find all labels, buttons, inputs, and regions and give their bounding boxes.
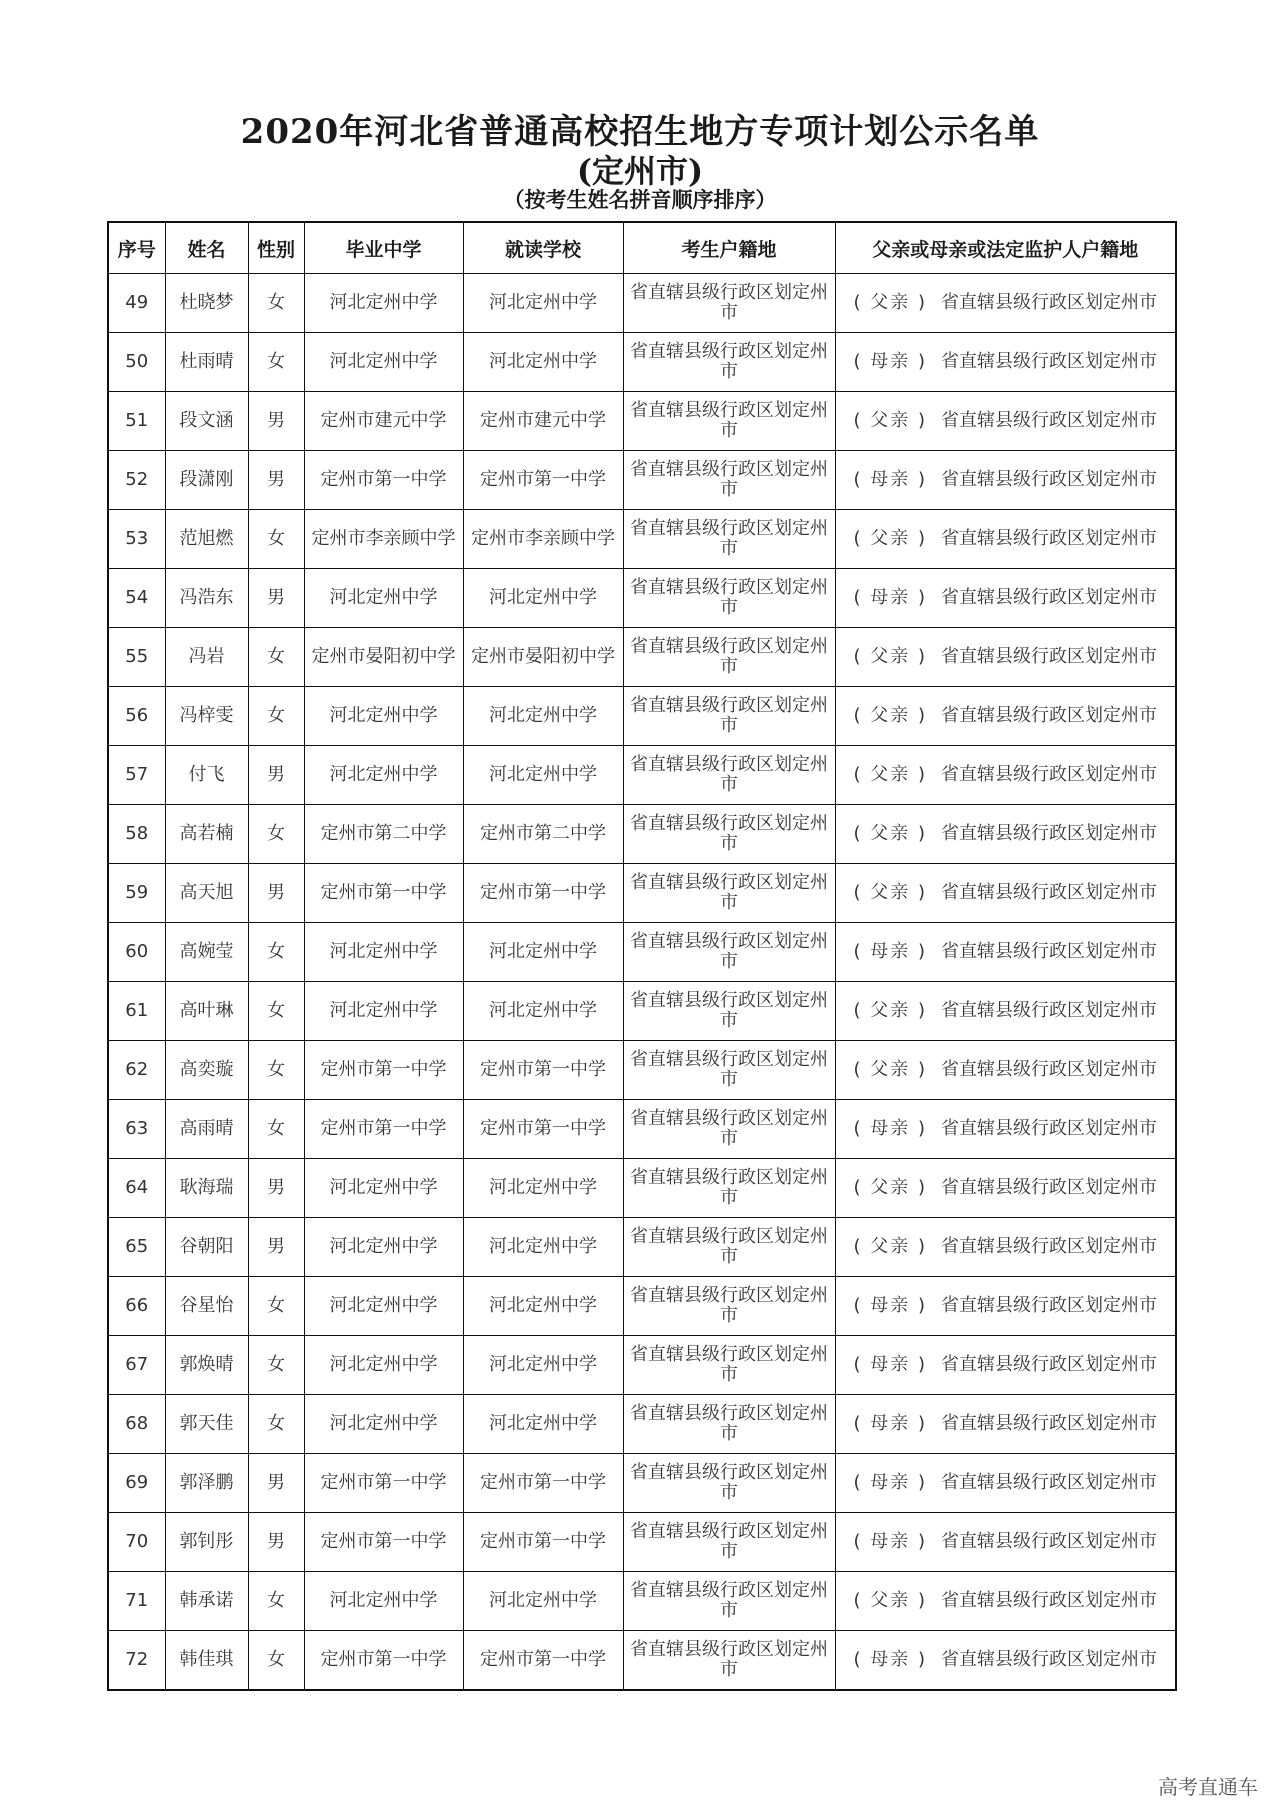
cell-name: 高雨晴: [165, 1100, 248, 1159]
cell-guardian-hukou: [835, 1513, 1176, 1572]
guardian-hukou-text: 省直辖县级行政区划定州市: [941, 351, 1157, 372]
cell-hukou: 省直辖县级行政区划定州市: [623, 805, 835, 864]
cell-gender: 男: [248, 451, 304, 510]
guardian-relation: ( 母亲 ): [853, 1413, 927, 1434]
cell-gender: 女: [248, 333, 304, 392]
cell-hukou: 省直辖县级行政区划定州市: [623, 1277, 835, 1336]
cell-current-school: 河北定州中学: [463, 274, 623, 333]
cell-hukou: 省直辖县级行政区划定州市: [623, 510, 835, 569]
cell-gender: 男: [248, 1159, 304, 1218]
cell-gender: 女: [248, 1277, 304, 1336]
cell-grad-school: 定州市建元中学: [304, 392, 463, 451]
cell-current-school: 定州市第一中学: [463, 1041, 623, 1100]
table-row: [108, 451, 1176, 510]
table-row: [108, 1159, 1176, 1218]
cell-gender: 女: [248, 1395, 304, 1454]
table-row: [108, 1041, 1176, 1100]
cell-no: 57: [108, 746, 165, 805]
cell-no: 72: [108, 1631, 165, 1691]
table-row: [108, 1218, 1176, 1277]
cell-hukou: 省直辖县级行政区划定州市: [623, 1159, 835, 1218]
cell-grad-school: 河北定州中学: [304, 1336, 463, 1395]
cell-no: 65: [108, 1218, 165, 1277]
cell-gender: 男: [248, 1218, 304, 1277]
cell-grad-school: 河北定州中学: [304, 1277, 463, 1336]
cell-hukou: 省直辖县级行政区划定州市: [623, 333, 835, 392]
column-header-no: 序号: [108, 222, 165, 274]
cell-hukou: 省直辖县级行政区划定州市: [623, 1513, 835, 1572]
guardian-relation: ( 父亲 ): [853, 705, 927, 726]
guardian-hukou-text: 省直辖县级行政区划定州市: [941, 1649, 1157, 1670]
cell-hukou: 省直辖县级行政区划定州市: [623, 1631, 835, 1691]
table-row: [108, 982, 1176, 1041]
table-row: [108, 1572, 1176, 1631]
cell-name: 郭泽鹏: [165, 1454, 248, 1513]
cell-current-school: 定州市李亲顾中学: [463, 510, 623, 569]
document-title: 2020年河北省普通高校招生地方专项计划公示名单: [240, 112, 1040, 152]
cell-grad-school: 河北定州中学: [304, 687, 463, 746]
cell-current-school: 定州市第一中学: [463, 864, 623, 923]
cell-grad-school: 河北定州中学: [304, 1159, 463, 1218]
cell-grad-school: 河北定州中学: [304, 923, 463, 982]
guardian-hukou-text: 省直辖县级行政区划定州市: [941, 882, 1157, 903]
guardian-relation: ( 父亲 ): [853, 528, 927, 549]
cell-current-school: 河北定州中学: [463, 1395, 623, 1454]
cell-hukou: 省直辖县级行政区划定州市: [623, 628, 835, 687]
cell-no: 51: [108, 392, 165, 451]
guardian-relation: ( 父亲 ): [853, 410, 927, 431]
guardian-relation: ( 母亲 ): [853, 351, 927, 372]
cell-guardian-hukou: [835, 1277, 1176, 1336]
cell-current-school: 定州市第一中学: [463, 1631, 623, 1691]
cell-current-school: 定州市第二中学: [463, 805, 623, 864]
cell-no: 60: [108, 923, 165, 982]
cell-no: 54: [108, 569, 165, 628]
cell-name: 付飞: [165, 746, 248, 805]
table-row: [108, 746, 1176, 805]
cell-hukou: 省直辖县级行政区划定州市: [623, 1218, 835, 1277]
cell-current-school: 河北定州中学: [463, 746, 623, 805]
guardian-relation: ( 父亲 ): [853, 823, 927, 844]
guardian-relation: ( 父亲 ): [853, 1590, 927, 1611]
guardian-relation: ( 母亲 ): [853, 1354, 927, 1375]
cell-name: 冯梓雯: [165, 687, 248, 746]
guardian-hukou-text: 省直辖县级行政区划定州市: [941, 764, 1157, 785]
cell-guardian-hukou: [835, 1100, 1176, 1159]
cell-name: 郭焕晴: [165, 1336, 248, 1395]
cell-name: 高若楠: [165, 805, 248, 864]
cell-hukou: 省直辖县级行政区划定州市: [623, 1336, 835, 1395]
cell-no: 58: [108, 805, 165, 864]
table-row: [108, 1100, 1176, 1159]
guardian-hukou-text: 省直辖县级行政区划定州市: [941, 646, 1157, 667]
cell-guardian-hukou: [835, 1041, 1176, 1100]
table-row: [108, 1336, 1176, 1395]
cell-current-school: 定州市第一中学: [463, 1100, 623, 1159]
cell-gender: 男: [248, 1513, 304, 1572]
table-row: [108, 1395, 1176, 1454]
guardian-relation: ( 母亲 ): [853, 587, 927, 608]
cell-grad-school: 定州市第一中学: [304, 1631, 463, 1691]
cell-hukou: 省直辖县级行政区划定州市: [623, 923, 835, 982]
cell-current-school: 河北定州中学: [463, 923, 623, 982]
guardian-hukou-text: 省直辖县级行政区划定州市: [941, 469, 1157, 490]
cell-hukou: 省直辖县级行政区划定州市: [623, 982, 835, 1041]
cell-grad-school: 河北定州中学: [304, 746, 463, 805]
guardian-relation: ( 父亲 ): [853, 646, 927, 667]
cell-name: 段潇刚: [165, 451, 248, 510]
cell-gender: 女: [248, 805, 304, 864]
guardian-relation: ( 父亲 ): [853, 292, 927, 313]
table-row: [108, 569, 1176, 628]
cell-grad-school: 定州市第一中学: [304, 1513, 463, 1572]
cell-guardian-hukou: [835, 392, 1176, 451]
cell-hukou: 省直辖县级行政区划定州市: [623, 1395, 835, 1454]
cell-current-school: 河北定州中学: [463, 1218, 623, 1277]
cell-name: 韩佳琪: [165, 1631, 248, 1691]
guardian-hukou-text: 省直辖县级行政区划定州市: [941, 1590, 1157, 1611]
cell-hukou: 省直辖县级行政区划定州市: [623, 746, 835, 805]
cell-gender: 男: [248, 392, 304, 451]
cell-guardian-hukou: [835, 1572, 1176, 1631]
guardian-hukou-text: 省直辖县级行政区划定州市: [941, 292, 1157, 313]
cell-gender: 女: [248, 628, 304, 687]
cell-gender: 女: [248, 1100, 304, 1159]
cell-grad-school: 河北定州中学: [304, 569, 463, 628]
column-header-gender: 性别: [248, 222, 304, 274]
cell-name: 高天旭: [165, 864, 248, 923]
guardian-hukou-text: 省直辖县级行政区划定州市: [941, 1059, 1157, 1080]
cell-no: 71: [108, 1572, 165, 1631]
cell-current-school: 河北定州中学: [463, 982, 623, 1041]
guardian-hukou-text: 省直辖县级行政区划定州市: [941, 1531, 1157, 1552]
table-row: [108, 805, 1176, 864]
cell-hukou: 省直辖县级行政区划定州市: [623, 392, 835, 451]
cell-hukou: 省直辖县级行政区划定州市: [623, 687, 835, 746]
cell-guardian-hukou: [835, 982, 1176, 1041]
cell-no: 61: [108, 982, 165, 1041]
cell-gender: 男: [248, 569, 304, 628]
table-row: [108, 510, 1176, 569]
column-header-hukou: 考生户籍地: [623, 222, 835, 274]
table-row: [108, 333, 1176, 392]
cell-gender: 女: [248, 1572, 304, 1631]
table-row: [108, 1277, 1176, 1336]
guardian-hukou-text: 省直辖县级行政区划定州市: [941, 410, 1157, 431]
cell-grad-school: 河北定州中学: [304, 982, 463, 1041]
guardian-hukou-text: 省直辖县级行政区划定州市: [941, 1472, 1157, 1493]
cell-name: 郭钊彤: [165, 1513, 248, 1572]
guardian-hukou-text: 省直辖县级行政区划定州市: [941, 1000, 1157, 1021]
guardian-relation: ( 母亲 ): [853, 1649, 927, 1670]
cell-grad-school: 定州市第一中学: [304, 1041, 463, 1100]
admission-roster-table: [107, 221, 1177, 1691]
cell-guardian-hukou: [835, 1336, 1176, 1395]
table-header-row: [108, 222, 1176, 274]
cell-hukou: 省直辖县级行政区划定州市: [623, 1572, 835, 1631]
guardian-relation: ( 父亲 ): [853, 764, 927, 785]
cell-guardian-hukou: [835, 1218, 1176, 1277]
cell-current-school: 河北定州中学: [463, 1159, 623, 1218]
cell-current-school: 河北定州中学: [463, 333, 623, 392]
cell-gender: 女: [248, 1631, 304, 1691]
cell-no: 66: [108, 1277, 165, 1336]
guardian-relation: ( 母亲 ): [853, 1472, 927, 1493]
cell-current-school: 河北定州中学: [463, 1277, 623, 1336]
cell-current-school: 河北定州中学: [463, 1336, 623, 1395]
cell-guardian-hukou: [835, 1395, 1176, 1454]
guardian-hukou-text: 省直辖县级行政区划定州市: [941, 823, 1157, 844]
guardian-hukou-text: 省直辖县级行政区划定州市: [941, 1354, 1157, 1375]
document-subtitle: (定州市): [576, 152, 704, 190]
cell-guardian-hukou: [835, 333, 1176, 392]
cell-grad-school: 河北定州中学: [304, 274, 463, 333]
cell-no: 64: [108, 1159, 165, 1218]
cell-gender: 女: [248, 1041, 304, 1100]
cell-no: 59: [108, 864, 165, 923]
guardian-hukou-text: 省直辖县级行政区划定州市: [941, 941, 1157, 962]
cell-no: 62: [108, 1041, 165, 1100]
table-row: [108, 1513, 1176, 1572]
cell-hukou: 省直辖县级行政区划定州市: [623, 274, 835, 333]
cell-grad-school: 定州市第一中学: [304, 1454, 463, 1513]
cell-gender: 女: [248, 982, 304, 1041]
cell-guardian-hukou: [835, 746, 1176, 805]
cell-guardian-hukou: [835, 805, 1176, 864]
cell-hukou: 省直辖县级行政区划定州市: [623, 864, 835, 923]
cell-guardian-hukou: [835, 864, 1176, 923]
cell-gender: 女: [248, 274, 304, 333]
cell-no: 69: [108, 1454, 165, 1513]
cell-hukou: 省直辖县级行政区划定州市: [623, 1041, 835, 1100]
guardian-relation: ( 父亲 ): [853, 1177, 927, 1198]
guardian-hukou-text: 省直辖县级行政区划定州市: [941, 1118, 1157, 1139]
table-row: [108, 628, 1176, 687]
cell-no: 68: [108, 1395, 165, 1454]
cell-grad-school: 河北定州中学: [304, 333, 463, 392]
cell-grad-school: 河北定州中学: [304, 1572, 463, 1631]
guardian-hukou-text: 省直辖县级行政区划定州市: [941, 1295, 1157, 1316]
guardian-hukou-text: 省直辖县级行政区划定州市: [941, 1413, 1157, 1434]
cell-name: 高婉莹: [165, 923, 248, 982]
guardian-relation: ( 母亲 ): [853, 1531, 927, 1552]
guardian-relation: ( 父亲 ): [853, 1236, 927, 1257]
cell-current-school: 河北定州中学: [463, 687, 623, 746]
cell-no: 56: [108, 687, 165, 746]
guardian-hukou-text: 省直辖县级行政区划定州市: [941, 1236, 1157, 1257]
guardian-relation: ( 父亲 ): [853, 1059, 927, 1080]
cell-gender: 女: [248, 1336, 304, 1395]
guardian-hukou-text: 省直辖县级行政区划定州市: [941, 528, 1157, 549]
column-header-grad-school: 毕业中学: [304, 222, 463, 274]
cell-gender: 女: [248, 510, 304, 569]
cell-grad-school: 定州市李亲顾中学: [304, 510, 463, 569]
cell-guardian-hukou: [835, 1454, 1176, 1513]
cell-grad-school: 定州市晏阳初中学: [304, 628, 463, 687]
cell-current-school: 定州市建元中学: [463, 392, 623, 451]
cell-current-school: 河北定州中学: [463, 1572, 623, 1631]
column-header-name: 姓名: [165, 222, 248, 274]
cell-no: 67: [108, 1336, 165, 1395]
sort-note: （按考生姓名拼音顺序排序）: [503, 187, 777, 212]
cell-gender: 女: [248, 923, 304, 982]
cell-grad-school: 定州市第二中学: [304, 805, 463, 864]
cell-guardian-hukou: [835, 451, 1176, 510]
cell-guardian-hukou: [835, 687, 1176, 746]
guardian-relation: ( 母亲 ): [853, 469, 927, 490]
guardian-relation: ( 母亲 ): [853, 1295, 927, 1316]
cell-name: 冯岩: [165, 628, 248, 687]
cell-gender: 男: [248, 746, 304, 805]
cell-name: 韩承诺: [165, 1572, 248, 1631]
guardian-hukou-text: 省直辖县级行政区划定州市: [941, 1177, 1157, 1198]
table-body: [108, 274, 1176, 1691]
cell-gender: 男: [248, 1454, 304, 1513]
cell-current-school: 定州市第一中学: [463, 451, 623, 510]
guardian-relation: ( 父亲 ): [853, 1000, 927, 1021]
cell-guardian-hukou: [835, 1631, 1176, 1691]
cell-name: 杜雨晴: [165, 333, 248, 392]
cell-current-school: 定州市第一中学: [463, 1513, 623, 1572]
cell-grad-school: 河北定州中学: [304, 1395, 463, 1454]
cell-grad-school: 河北定州中学: [304, 1218, 463, 1277]
table-row: [108, 1631, 1176, 1691]
cell-guardian-hukou: [835, 510, 1176, 569]
cell-gender: 女: [248, 687, 304, 746]
cell-hukou: 省直辖县级行政区划定州市: [623, 1454, 835, 1513]
cell-current-school: 定州市第一中学: [463, 1454, 623, 1513]
cell-current-school: 河北定州中学: [463, 569, 623, 628]
guardian-relation: ( 父亲 ): [853, 882, 927, 903]
cell-name: 耿海瑞: [165, 1159, 248, 1218]
cell-name: 高奕璇: [165, 1041, 248, 1100]
cell-no: 53: [108, 510, 165, 569]
cell-current-school: 定州市晏阳初中学: [463, 628, 623, 687]
cell-name: 谷朝阳: [165, 1218, 248, 1277]
cell-guardian-hukou: [835, 569, 1176, 628]
cell-hukou: 省直辖县级行政区划定州市: [623, 451, 835, 510]
table-row: [108, 274, 1176, 333]
guardian-hukou-text: 省直辖县级行政区划定州市: [941, 705, 1157, 726]
cell-no: 70: [108, 1513, 165, 1572]
table-row: [108, 1454, 1176, 1513]
cell-no: 50: [108, 333, 165, 392]
cell-no: 63: [108, 1100, 165, 1159]
watermark: 高考直通车: [1158, 1775, 1258, 1799]
guardian-relation: ( 母亲 ): [853, 1118, 927, 1139]
table-row: [108, 864, 1176, 923]
guardian-relation: ( 母亲 ): [853, 941, 927, 962]
cell-hukou: 省直辖县级行政区划定州市: [623, 1100, 835, 1159]
cell-gender: 男: [248, 864, 304, 923]
cell-name: 段文涵: [165, 392, 248, 451]
table-row: [108, 923, 1176, 982]
guardian-hukou-text: 省直辖县级行政区划定州市: [941, 587, 1157, 608]
cell-no: 52: [108, 451, 165, 510]
cell-name: 高叶琳: [165, 982, 248, 1041]
cell-name: 郭天佳: [165, 1395, 248, 1454]
cell-guardian-hukou: [835, 628, 1176, 687]
table-row: [108, 687, 1176, 746]
cell-name: 杜晓梦: [165, 274, 248, 333]
cell-grad-school: 定州市第一中学: [304, 864, 463, 923]
cell-name: 冯浩东: [165, 569, 248, 628]
cell-name: 谷星怡: [165, 1277, 248, 1336]
cell-hukou: 省直辖县级行政区划定州市: [623, 569, 835, 628]
cell-grad-school: 定州市第一中学: [304, 1100, 463, 1159]
cell-guardian-hukou: [835, 1159, 1176, 1218]
cell-guardian-hukou: [835, 274, 1176, 333]
cell-no: 55: [108, 628, 165, 687]
column-header-current-school: 就读学校: [463, 222, 623, 274]
cell-guardian-hukou: [835, 923, 1176, 982]
column-header-guardian-hukou: 父亲或母亲或法定监护人户籍地: [835, 222, 1176, 274]
cell-name: 范旭燃: [165, 510, 248, 569]
table-row: [108, 392, 1176, 451]
cell-no: 49: [108, 274, 165, 333]
cell-grad-school: 定州市第一中学: [304, 451, 463, 510]
